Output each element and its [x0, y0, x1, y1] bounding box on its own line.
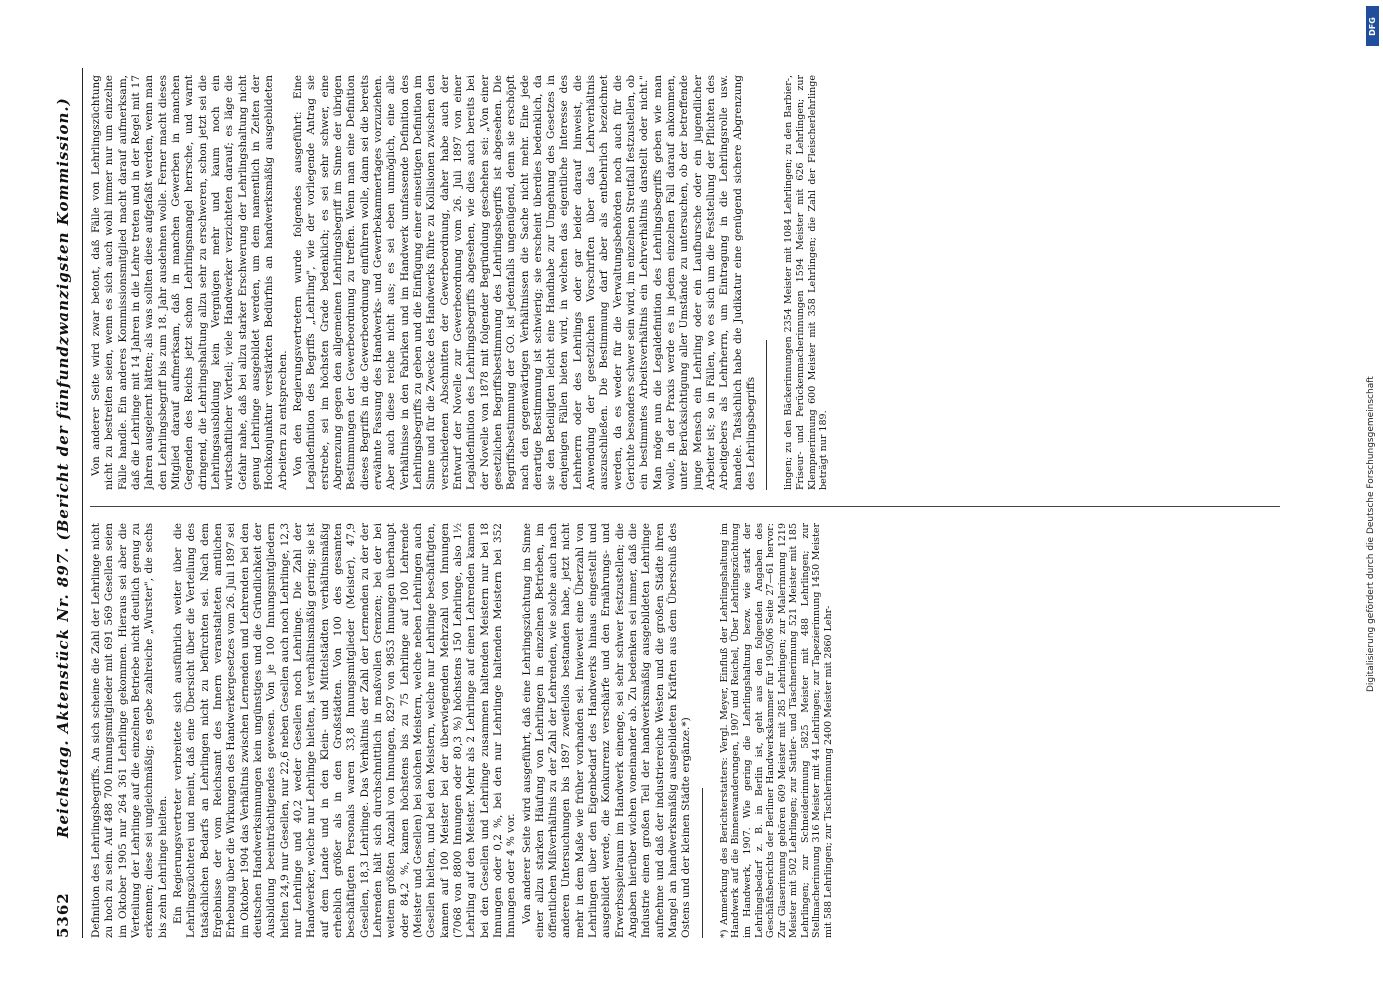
footnote: *) Anmerkung des Berichterstatters: Vergl. Meyer, Einfluß der Lehrlingshaltung im Handwerk auf die Binnenwanderungen, 1907 und Reichel, Über Lehrlingszüchtung im Handwerk, 1907. Wie gering die Lehrlingshaltung bezw. wie stark der Lehrlingsbedarf z. B. in Berlin ist, geht aus den folgenden Angaben des Geschäftsberichts der Berliner Handwerkskammer für 1905/06 Seite 27—61 hervor: Zur Glaserinnung gehören 609 Meister mit 285 Lehrlingen; zur Malerinnung 1219 Meister mit 502 Lehrlingen; zur Sattler- und Täschnerinnung 521 Meister mit 185 Lehrlingen; zur Schneiderinnung 5825 Meister mit 488 Lehrlingen; zur Stellmacherinnung 316 Meister mit 44 Lehrlingen; zur Tapezierinnung 1450 Meister mit 588 Lehrlingen; zur Tischlerinnung 2400 Meister mit 2860 Lehr- — [718, 523, 834, 938]
footnote-rule — [702, 788, 703, 938]
column-divider — [90, 506, 1280, 507]
page-number: 5362 — [54, 892, 72, 938]
document-sheet — [52, 68, 1297, 938]
paragraph: Von anderer Seite wird ausgeführt, daß eine Lehrlingszüchtung im Sinne einer allzu starken Häufung von Lehrlingen in einzelnen Betrieben, im öffentlichen Mißverhältnis zu der Zahl der Lehrenden, wie solche auch nach anderen Untersuchungen bis 1897 zweifellos bestanden habe, jetzt nicht mehr in dem Maße wie früher vorhanden sei. Inwieweit eine Überzahl von Lehrlingen über den Eigenbedarf des Handwerks hinaus eingestellt und ausgebildet werde, die Konkurrenz verschärfe und den Ernährungs- und Erwerbsspielraum im Handwerk einenge, sei sehr schwer festzustellen; die Angaben hierüber wichen voneinander ab. Zu bedenken sei immer, daß die Industrie einen großen Teil der handwerksmäßig ausgebildeten Lehrlinge aufnehme und daß der industriereiche Westen und die großen Städte ihren Mangel an handwerksmäßig ausgebildeten Kräften aus dem Überschuß des Ostens und der kleinen Städte ergänze.*) — [520, 523, 693, 938]
paragraph: Ein Regierungsvertreter verbreitete sich ausführlich weiter über die Lehrlingszüchterei und meint, daß eine Übersicht über die Verteilung des tatsächlichen Bedarfs an Lehrlingen nicht zu befürchten sei. Nach dem Ergebnisse der vom Reichsamt des Innern veranstalteten amtlichen Erhebung über die Wirkungen des Handwerkergesetzes vom 26. Juli 1897 sei im Oktober 1904 das Verhältnis zwischen Lernenden und Lehrenden bei den deutschen Handwerksinnungen kein ungünstiges und die Gründlichkeit der Ausbildung beeinträchtigendes gewesen. Von je 100 Innungsmitgliedern hielten 24,9 nur Gesellen, nur 22,6 neben Gesellen auch noch Lehrlinge, 12,3 nur Lehrlinge und 40,2 weder Gesellen noch Lehrlinge. Die Zahl der Handwerker, welche nur Lehrlinge hielten, ist verhältnismäßig gering; sie ist auf dem Lande und in den Klein- und Mittelstädten verhältnismäßig erheblich größer als in den Großstädten. Von 100 des gesamten beschäftigten Personals waren 33,8 Innungsmitglieder (Meister), 47,9 Gesellen, 18,3 Lehrlinge. Das Verhältnis der Zahl der Lernenden zu der der Lehrenden hält sich durchschnittlich in maßvollen Grenzen; bei der bei weitem größten Anzahl von Innungen, 8297 von 9853 Innungen überhaupt oder 84,2 %, kamen höchstens bis zu 75 Lehrlinge auf 100 Lehrende (Meister und Gesellen) bei solchen Meistern, welche neben Lehrlingen auch Gesellen hielten, und bei den Meistern, welche nur Lehrlinge beschäftigten, kamen auf 100 Meister bei der überwiegenden Mehrzahl von Innungen (7068 von 8800 Innungen oder 80,3 %) höchstens 150 Lehrlinge, also 1½ Lehrling auf den Meister. Mehr als 2 Lehrlinge auf einen Lehrenden kamen bei den Gesellen und Lehrlinge zusammen haltenden Meistern nur bei 18 Innungen oder 0,2 %, bei den nur Lehrlinge haltenden Meistern bei 352 Innungen oder 4 % vor. — [171, 523, 518, 938]
paragraph: Von den Regierungsvertretern wurde folgendes ausgeführt: Eine Legaldefinition des Begriffs „Lehrling", wie der vorliegende Antrag sie erstrebe, sei im höchsten Grade bedenklich; es sei sehr schwer, eine Abgrenzung gegen den allgemeinen Lehrlingsbegriff im Sinne der übrigen Bestimmungen der Gewerbeordnung zu treffen. Wenn man eine Definition dieses Begriffs in die Gewerbeordnung einführen wolle, dann sei die bereits erwähnte Fassung des Handwerks- und Gewerbekammertages vorzuziehen. Aber auch diese reiche nicht aus; es sei eben unmöglich, eine alle Verhältnisse in den Fabriken und im Handwerk umfassende Definition des Lehrlingsbegriffs zu geben und die Einfügung einer einseitigen Definition im Sinne und für die Zwecke des Handwerks führe zu Kollisionen zwischen den verschiedenen Abschnitten der Gewerbeordnung, daher habe auch der Entwurf der Novelle zur Gewerbeordnung vom 26. Juli 1897 von einer Legaldefinition des Lehrlingsbegriffs abgesehen, wie dies auch bereits bei der Novelle von 1878 mit folgender Begründung geschehen sei: „Von einer gesetzlichen Begriffsbestimmung des Lehrlingsbegriffs ist abgesehen. Die Begriffsbestimmung der GO. ist jedenfalls ungenügend, denn sie erschöpft nach den gegenwärtigen Verhältnissen die Sache nicht mehr. Eine jede derartige Bestimmung ist schwierig; sie erscheint überdies bedenklich, da sie den Beteiligten leicht eine Handhabe zur Umgehung des Gesetzes in denjenigen Fällen bieten wird, in welchen das eigentliche Interesse des Lehrherrn oder des Lehrlings oder gar beider darauf hinweist, die Anwendung der gesetzlichen Vorschriften über das Lehrverhältnis auszuschließen. Die Bestimmung darf aber als entbehrlich bezeichnet werden, da es weder für die Verwaltungsbehörden noch auch für die Gerichte besonders schwer sein wird, im einzelnen Streitfall festzustellen, ob ein bestimmtes Arbeitsverhältnis ein Lehrverhältnis darstellt oder nicht." Man möge nun die Legaldefinition des Lehrlingsbegriffs geben wie man wolle, in der Praxis werde es in jedem einzelnen Fall darauf ankommen, unter Berücksichtigung aller Umstände zu untersuchen, ob der betreffende junge Mensch ein Lehrling oder ein Laufbursche oder ein jugendlicher Arbeiter ist; so in Fällen, wo es sich um die Feststellung der Pflichten des Arbeitgebers als Lehrherrn, um Eintragung in die Lehrlingsrolle usw. handele. Tatsächlich habe die Judikatur eine genügend sichere Abgrenzung des Lehrlingsbegriffs — [291, 75, 758, 490]
right-column — [90, 75, 1280, 490]
digitization-credit: Digitalisierung gefördert durch die Deutsche Forschungsgemeinschaft — [1366, 376, 1376, 692]
header-title: Reichstag. Aktenstück Nr. 897. (Bericht der fünfundzwanzigsten Kommission.) — [54, 97, 72, 838]
paragraph: Von anderer Seite wird zwar betont, daß Fälle von Lehrlingszüchtung nicht zu bestreiten seien, wenn es sich auch wohl immer nur um einzelne Fälle handle. Ein anderes Kommissionsmitglied macht darauf aufmerksam, daß die Lehrlinge mit 14 Jahren in die Lehre treten und in der Regel mit 17 Jahren ausgelernt hätten; als was sollten diese aufgefaßt werden, wenn man den Lehrlingsbegriff bis zum 18. Jahr ausdehnen wolle. Ferner macht dieses Mitglied darauf aufmerksam, daß in manchen Gewerben in manchen Gegenden des Reichs jetzt schon Lehrlingsmangel herrsche, und warnt dringend, die Lehrlingshaltung allzu sehr zu erschweren, schon jetzt sei die Lehrlingsausbildung kein Vergnügen mehr und kaum noch ein wirtschaftlicher Vorteil; viele Handwerker verzichteten darauf; es läge die Gefahr nahe, daß bei allzu starker Erschwerung der Lehrlingshaltung nicht genug Lehrlinge ausgebildet werden, um dem namentlich in Zeiten der Hochkonjunktur verstärkten Bedürfnis an handwerksmäßig ausgebildeten Arbeitern zu entsprechen. — [90, 75, 289, 490]
paragraph: Definition des Lehrlingsbegriffs. An sich scheine die Zahl der Lehrlinge nicht zu hoch zu sein. Auf 488 700 Innungsmitglieder mit 691 569 Gesellen seien im Oktober 1905 nur 264 361 Lehrlinge gekommen. Hieraus sei aber die Verteilung der Lehrlinge auf die einzelnen Betriebe nicht deutlich genug zu erkennen; diese sei ungleichmäßig; es gebe zahlreiche „Wurster", die sechs bis zehn Lehrlinge hielten. — [90, 523, 169, 938]
footnote-rule — [766, 340, 767, 490]
footnote-continuation: lingen; zu den Bäckerinnungen 2354 Meister mit 1084 Lehrlingen; zu den Barbier-, Friseur- und Perückenmacherinnungen 1594 Meister mit 626 Lehrlingen; zur Klempnerinnung 600 Meister mit 358 Lehrlingen; die Zahl der Fleischerlehrlinge beträgt nur 189. — [783, 75, 830, 490]
page-header — [52, 68, 78, 938]
dfg-logo: DFG — [1366, 6, 1379, 46]
header-rule — [82, 68, 83, 938]
left-column — [90, 523, 1280, 938]
